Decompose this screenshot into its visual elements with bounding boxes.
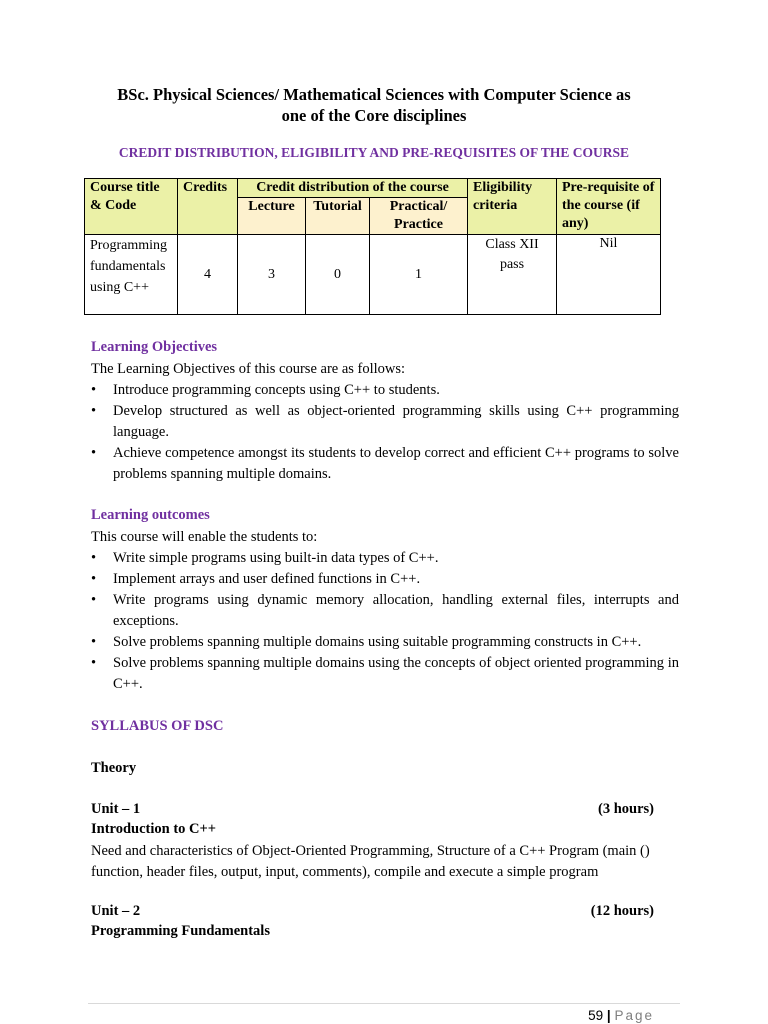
credit-distribution-table	[84, 178, 661, 315]
list-item: • Solve problems spanning multiple domains using the concepts of object oriented programming in C++.	[91, 655, 679, 692]
header-prerequisite: Pre-requisite of the course (if any)	[557, 179, 661, 235]
header-tutorial: Tutorial	[306, 198, 370, 235]
cell-prerequisite: Nil	[557, 235, 661, 315]
list-item: • Introduce programming concepts using C++ to students.	[91, 382, 440, 398]
cell-eligibility: Class XII pass	[468, 235, 557, 315]
cell-lecture: 3	[238, 235, 306, 315]
header-credits: Credits	[178, 179, 238, 235]
footer-divider	[88, 1003, 680, 1004]
page-number: 59	[588, 1008, 604, 1023]
unit-1-label: Unit – 1	[91, 801, 141, 817]
list-item: • Develop structured as well as object-oriented programming skills using C++ programming language.	[91, 403, 679, 440]
cell-practical: 1	[370, 235, 468, 315]
title-line-2: one of the Core disciplines	[281, 106, 467, 125]
footer-separator: |	[606, 1008, 611, 1023]
header-practical: Practical/ Practice	[370, 198, 468, 235]
learning-outcomes-list	[91, 548, 679, 695]
list-item: • Write simple programs using built-in data types of C++.	[91, 550, 439, 566]
unit-2-title: Programming Fundamentals	[91, 923, 270, 939]
title-line-1: BSc. Physical Sciences/ Mathematical Sciences with Computer Science as	[117, 85, 631, 104]
header-lecture: Lecture	[238, 198, 306, 235]
credit-distribution-heading: CREDIT DISTRIBUTION, ELIGIBILITY AND PRE-REQUISITES OF THE COURSE	[118, 145, 630, 160]
page-label: Page	[614, 1008, 654, 1023]
page-footer	[588, 1008, 654, 1023]
list-item: • Write programs using dynamic memory allocation, handling external files, interrupts and exceptions.	[91, 592, 679, 629]
unit-2-label: Unit – 2	[91, 903, 141, 919]
cell-tutorial: 0	[306, 235, 370, 315]
theory-heading: Theory	[91, 760, 137, 776]
unit-1-hours: (3 hours)	[598, 801, 654, 817]
learning-objectives-list	[91, 380, 679, 485]
header-course-title: Course title & Code	[85, 179, 178, 235]
list-item: • Implement arrays and user defined functions in C++.	[91, 571, 421, 587]
cell-credits: 4	[178, 235, 238, 315]
unit-2-hours: (12 hours)	[590, 903, 654, 919]
document-title	[60, 84, 688, 126]
learning-outcomes-intro: This course will enable the students to:	[91, 529, 318, 545]
table-row	[85, 235, 661, 315]
header-credit-distribution: Credit distribution of the course	[238, 179, 468, 198]
learning-outcomes-heading: Learning outcomes	[91, 507, 210, 523]
unit-1-title: Introduction to C++	[91, 821, 217, 837]
unit-1-description: Need and characteristics of Object-Oriented Programming, Structure of a C++ Program (main () function, header files, output, input, comments), compile and execute a simple program	[91, 843, 650, 880]
header-eligibility: Eligibility criteria	[468, 179, 557, 235]
learning-objectives-intro: The Learning Objectives of this course are as follows:	[91, 361, 406, 377]
cell-course: Programming fundamentals using C++	[85, 235, 178, 315]
learning-objectives-heading: Learning Objectives	[91, 339, 218, 355]
list-item: • Solve problems spanning multiple domains using suitable programming constructs in C++.	[91, 634, 642, 650]
list-item: • Achieve competence amongst its students to develop correct and efficient C++ programs to solve problems spanning multiple domains.	[91, 445, 679, 482]
syllabus-heading: SYLLABUS OF DSC	[91, 718, 224, 734]
